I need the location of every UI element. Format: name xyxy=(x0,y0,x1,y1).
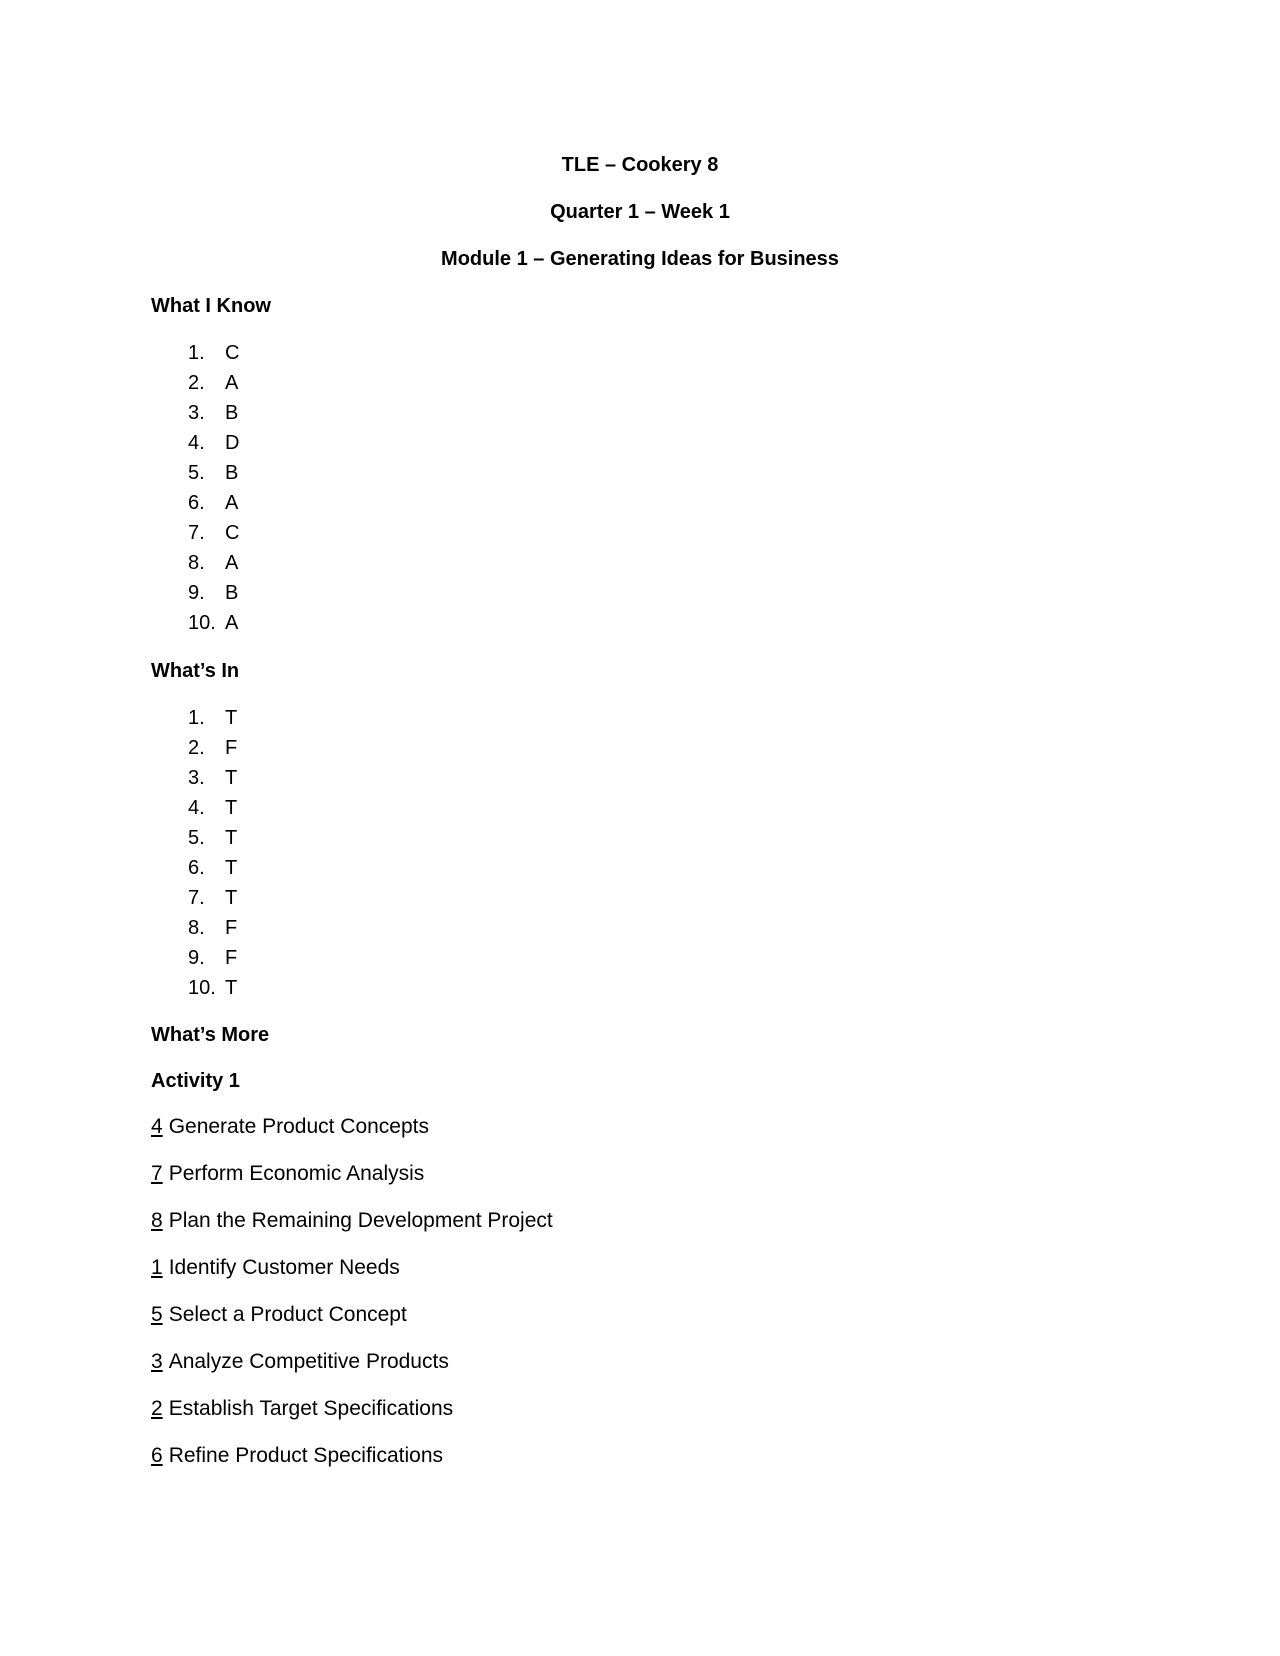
answer-number: 1. xyxy=(188,707,205,729)
activity-steps xyxy=(151,1115,553,1491)
answer-number: 6. xyxy=(188,857,205,879)
answer-value: T xyxy=(225,857,238,879)
document-period: Quarter 1 – Week 1 xyxy=(550,201,730,223)
step-label: Select a Product Concept xyxy=(168,1303,407,1326)
answer-number: 8. xyxy=(188,917,205,939)
step-label: Identify Customer Needs xyxy=(168,1256,400,1279)
step-label: Refine Product Specifications xyxy=(168,1444,443,1467)
answer-value: A xyxy=(225,612,239,634)
activity-step xyxy=(151,1162,553,1209)
activity-step xyxy=(151,1444,553,1491)
answer-number: 4. xyxy=(188,432,205,454)
answer-value: F xyxy=(225,737,238,759)
step-label: Perform Economic Analysis xyxy=(168,1162,425,1185)
answer-value: T xyxy=(225,797,238,819)
step-number: 8 xyxy=(151,1209,163,1232)
activity-step xyxy=(151,1115,553,1162)
answer-number: 2. xyxy=(188,372,205,394)
step-label: Generate Product Concepts xyxy=(168,1115,430,1138)
step-label: Establish Target Specifications xyxy=(168,1397,454,1420)
whats-more-heading: What’s More xyxy=(151,1024,270,1046)
answer-value: T xyxy=(225,767,238,789)
what-i-know-heading: What I Know xyxy=(151,295,271,317)
answer-value: T xyxy=(225,827,238,849)
answer-number: 3. xyxy=(188,402,205,424)
answer-number: 2. xyxy=(188,737,205,759)
answer-value: F xyxy=(225,947,238,969)
activity-step xyxy=(151,1303,553,1350)
answer-value: C xyxy=(225,522,240,544)
step-number: 7 xyxy=(151,1162,163,1185)
activity-step xyxy=(151,1209,553,1256)
answer-value: D xyxy=(225,432,240,454)
step-number: 3 xyxy=(151,1350,163,1373)
step-number: 1 xyxy=(151,1256,163,1279)
step-label: Plan the Remaining Development Project xyxy=(168,1209,553,1232)
answer-value: B xyxy=(225,582,239,604)
answer-value: B xyxy=(225,462,239,484)
answer-number: 9. xyxy=(188,947,205,969)
answer-value: T xyxy=(225,707,238,729)
answer-number: 5. xyxy=(188,827,205,849)
answer-number: 7. xyxy=(188,887,205,909)
answer-number: 8. xyxy=(188,552,205,574)
document-module: Module 1 – Generating Ideas for Business xyxy=(441,248,839,270)
activity-step xyxy=(151,1350,553,1397)
activity-step xyxy=(151,1256,553,1303)
step-number: 6 xyxy=(151,1444,163,1467)
whats-in-heading: What’s In xyxy=(151,660,240,682)
activity-step xyxy=(151,1397,553,1444)
answer-number: 7. xyxy=(188,522,205,544)
answer-value: A xyxy=(225,372,239,394)
answer-value: C xyxy=(225,342,240,364)
step-label: Analyze Competitive Products xyxy=(168,1350,449,1373)
answer-value: A xyxy=(225,552,239,574)
answer-number: 9. xyxy=(188,582,205,604)
answer-number: 4. xyxy=(188,797,205,819)
answer-value: T xyxy=(225,977,238,999)
answer-value: A xyxy=(225,492,239,514)
answer-number: 1. xyxy=(188,342,205,364)
step-number: 4 xyxy=(151,1115,163,1138)
step-number: 2 xyxy=(151,1397,163,1420)
answer-number: 3. xyxy=(188,767,205,789)
step-number: 5 xyxy=(151,1303,163,1326)
answer-value: B xyxy=(225,402,239,424)
answer-value: F xyxy=(225,917,238,939)
activity-1-heading: Activity 1 xyxy=(151,1070,240,1092)
document-title: TLE – Cookery 8 xyxy=(561,154,719,176)
answer-number: 10. xyxy=(188,612,216,634)
answer-number: 5. xyxy=(188,462,205,484)
answer-number: 6. xyxy=(188,492,205,514)
answer-value: T xyxy=(225,887,238,909)
answer-number: 10. xyxy=(188,977,216,999)
